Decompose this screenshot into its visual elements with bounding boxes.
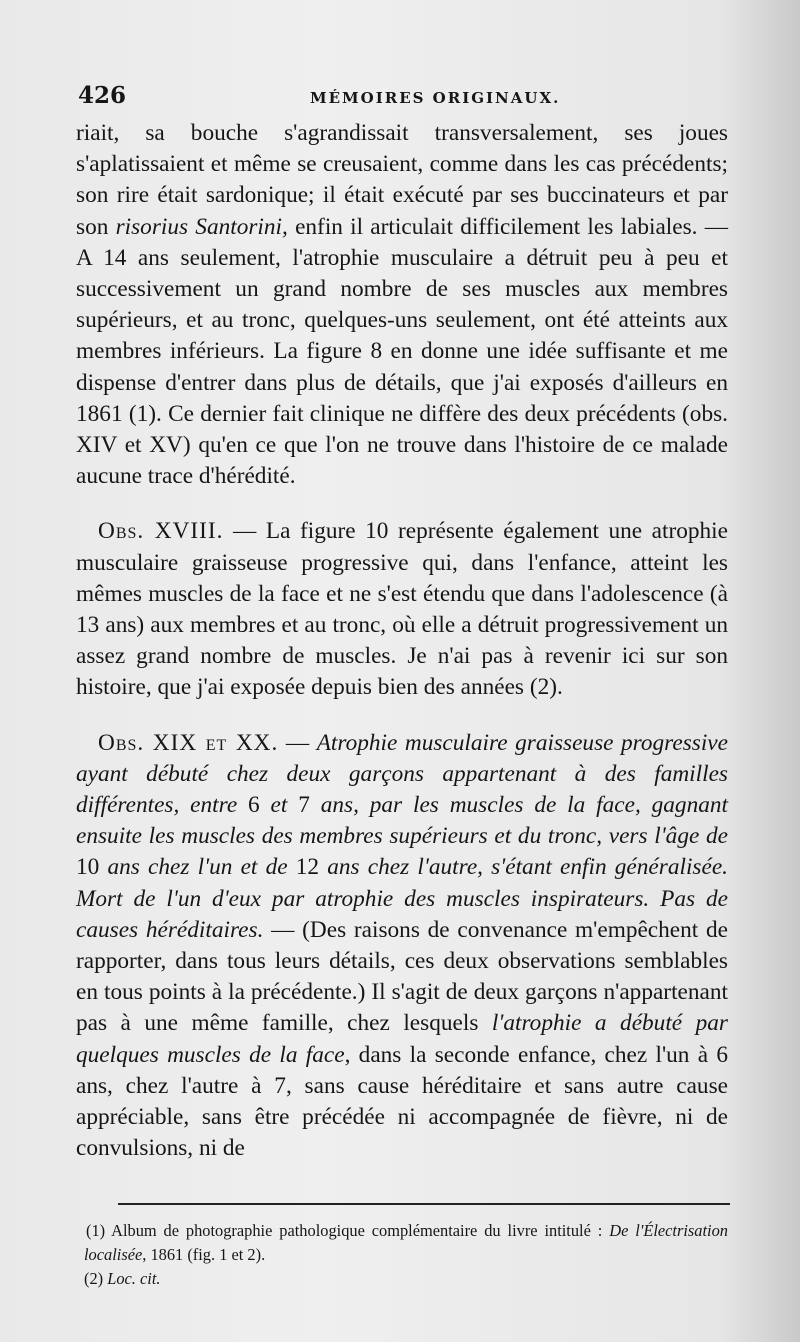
- italic-summary: ans chez l'un et de: [99, 854, 296, 881]
- italic-summary: et: [259, 792, 299, 819]
- paragraph-text: , dans la seconde enfance, chez l'un à 6 ans, chez l'autre à 7, sans cause héréditaire et sans autre cause appréciable, sans être précédée ni accompagnée de fièvre, ni de convulsions, ni de: [76, 1041, 728, 1162]
- observation-xix-xx: [76, 728, 728, 1165]
- italic-term: risorius Santorini,: [115, 213, 288, 240]
- observation-label: Obs. XIX et XX.: [98, 729, 279, 756]
- italic-phrase: l'atrophie a débuté par quelques muscles de la face: [76, 1010, 728, 1068]
- footnote-2: [84, 1267, 728, 1291]
- number: 7: [298, 792, 310, 819]
- observation-xviii: [76, 516, 728, 703]
- footnote-text: , 1861 (fig. 1 et 2).: [142, 1245, 266, 1264]
- paragraph-text: — (Des raisons de convenance m'empêchent de rapporter, dans tous leurs détails, ces deux observations semblables en tous points à la précédente.) Il s'agit de deux garçons n'appartenant pas à une même famille, chez lesquels: [76, 916, 728, 1037]
- paragraph-text: — La figure 10 représente également une atrophie musculaire graisseuse progressive qui, dans l'enfance, atteint les mêmes muscles de la face et ne s'est étendu que dans l'adolescence (à 13 ans) aux membres et au tronc, où elle a détruit progressivement un assez grand nombre de muscles. Je n'ai pas à revenir ici sur son histoire, que j'ai exposée depuis bien des années (2).: [76, 518, 728, 701]
- paragraph-continuation: [76, 118, 728, 492]
- page-header: [78, 82, 728, 116]
- number: 10: [76, 854, 100, 881]
- number: 6: [248, 792, 260, 819]
- italic-summary: ans chez l'autre, s'étant enfin généralisée. Mort de l'un d'eux par atrophie des muscles inspirateurs. Pas de causes héréditaires.: [76, 854, 728, 943]
- body-text: [76, 118, 728, 1165]
- footnotes: [84, 1219, 728, 1291]
- italic-summary: ans, par les muscles de la face, gagnant ensuite les muscles des membres supérieurs et du tronc, vers l'âge de: [76, 792, 728, 850]
- footnote-text: (2): [84, 1269, 108, 1288]
- page-number: 426: [78, 82, 127, 109]
- footnote-rule: [118, 1203, 730, 1205]
- footnote-citation: Loc. cit.: [107, 1269, 161, 1288]
- number: 12: [295, 854, 320, 881]
- paragraph-text: enfin il articulait difficilement les labiales. — A 14 ans seulement, l'atrophie musculaire a détruit peu à peu et successivement un grand nombre de ses muscles aux membres supérieurs, et au tronc, quelques-uns seulement, ont été atteints aux membres inférieurs. La figure 8 en donne une idée suffisante et me dispense d'entrer dans plus de détails, que j'ai exposés d'ailleurs en 1861 (1). Ce dernier fait clinique ne diffère des deux précédents (obs. XIV et XV) qu'en ce que l'on ne trouve dans l'histoire de ce malade aucune trace d'hérédité.: [76, 213, 728, 490]
- footnote-1: [84, 1219, 728, 1267]
- footnote-title: De l'Électrisation localisée: [84, 1221, 728, 1264]
- dash: —: [278, 729, 317, 756]
- running-title: MÉMOIRES ORIGINAUX.: [310, 89, 561, 107]
- paragraph-text: riait, sa bouche s'agrandissait transversalement, ses joues s'aplatissaient et même se creusaient, comme dans les cas précédents; son rire était sardonique; il était exécuté par ses buccinateurs et par son: [76, 120, 728, 240]
- observation-label: Obs. XVIII.: [98, 518, 224, 545]
- footnote-text: (1) Album de photographie pathologique complémentaire du livre intitulé :: [86, 1221, 610, 1240]
- italic-summary: Atrophie musculaire graisseuse progressive ayant débuté chez deux garçons appartenant à des familles différentes, entre: [76, 729, 728, 819]
